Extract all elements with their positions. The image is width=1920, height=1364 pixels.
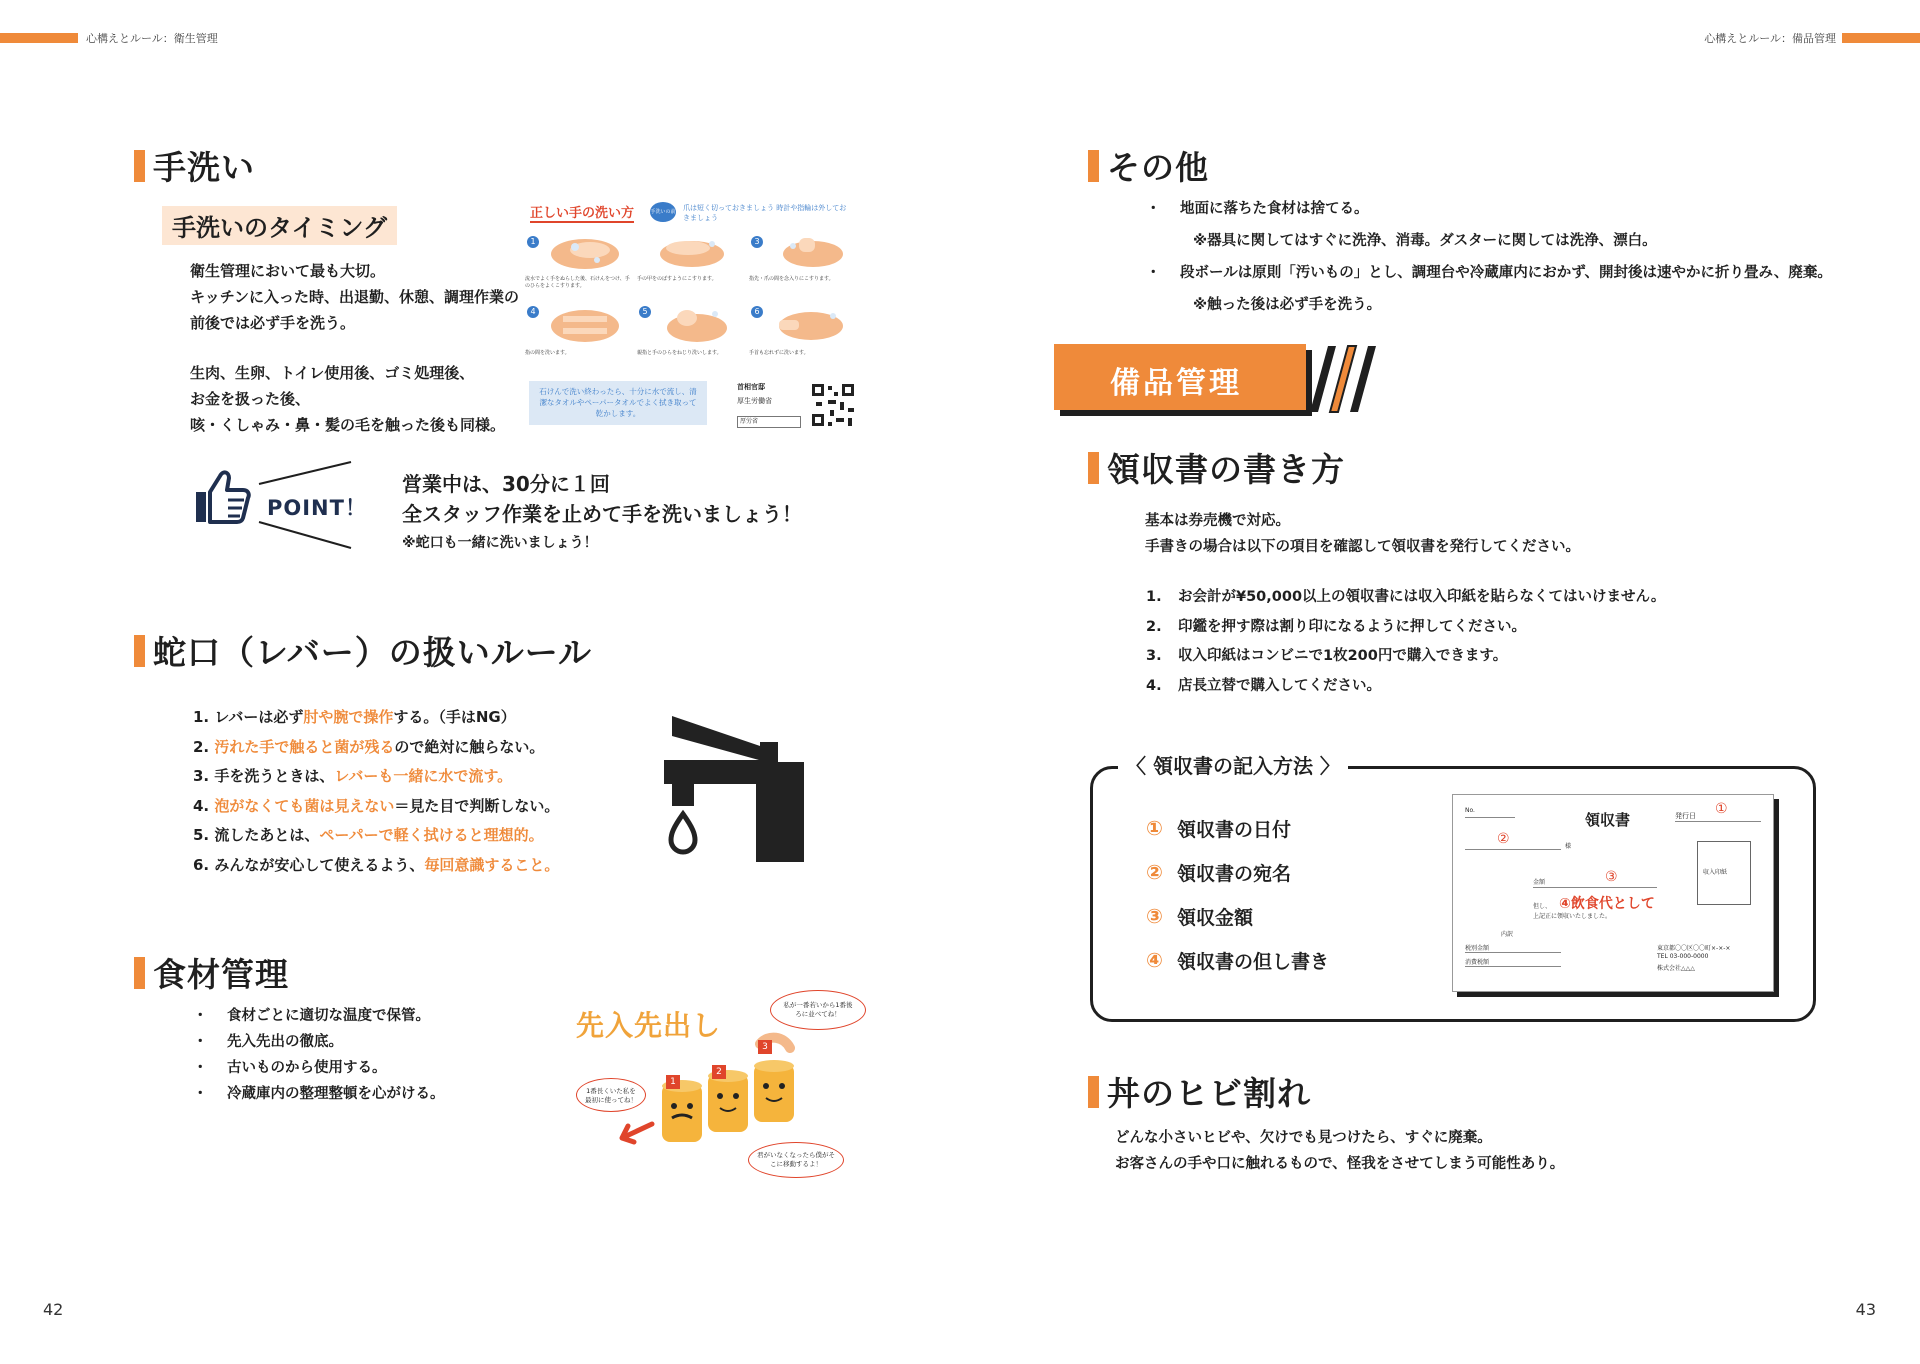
receipt-row2-label: 消費税額 [1465,959,1490,966]
point-note: ※蛇口も一緒に洗いましょう！ [402,535,598,551]
handwash-title-text: 手洗い [153,148,255,187]
item-text: 領収書の但し書き [1176,950,1329,973]
fifo-bubble-bottom: 君がいなくなったら僕がそこに移動するよ！ [748,1142,844,1178]
header-left-title: 心構えとルール：衛生管理 [86,32,218,45]
list-item [1146,583,1665,613]
hands-washing-icon [769,302,849,348]
page-number-left: 42 [43,1300,64,1319]
poster-step [749,302,859,360]
can-number-3: 3 [758,1040,772,1054]
receipt-sample [1452,794,1774,992]
item-text: 食材ごとに適切な温度で保管。 [227,1008,430,1024]
header-right-title: 心構えとルール：備品管理 [1704,32,1836,45]
header-left-bar [0,33,78,43]
step-number: 3 [751,236,763,248]
step-number: 6 [751,306,763,318]
list-item [1146,806,1329,850]
item-text: みんなが安心して使えるよう、 [214,855,425,874]
bowl-text [1115,1125,1564,1177]
poster-note: 爪は短く切っておきましょう 時計や指輪は外しておきましょう [683,204,847,222]
receipt-address: 東京都〇〇区〇〇町×-×-× [1657,945,1731,952]
receipt-sama: 様 [1565,843,1572,850]
other-title [1088,142,1209,189]
item-number: 1. [1146,589,1162,605]
circle-number: ① [1146,816,1163,840]
para-line: 咳・くしゃみ・鼻・髪の毛を触った後も同様。 [190,416,506,434]
receipt-no: No. [1465,807,1475,814]
handwash-para2 [190,360,505,438]
thumbs-up-icon [190,466,252,528]
step-caption: 手の甲をのばすようにこすります。 [637,276,717,282]
list-item [1146,260,1832,286]
item-number: 2. [1146,618,1162,635]
bowl-title-text: 丼のヒビ割れ [1107,1074,1311,1113]
item-highlight: 毎回意識すること。 [424,855,560,874]
list-item [193,1029,445,1055]
receipt-purpose: ④飲食代として [1559,896,1655,912]
receipt-card-title [1118,750,1348,779]
item-text: 収入印紙はコンビニで1枚200円で購入できます。 [1178,648,1508,664]
item-text: お会計が¥50,000以上の領収書には収入印紙を貼らなくてはいけません。 [1178,589,1666,605]
title-marker [134,957,145,989]
can-number-2: 2 [712,1065,726,1079]
receipt-company: 株式会社△△△ [1657,965,1695,972]
item-highlight: レバーも一緒に水で流す。 [334,767,513,785]
title-marker [134,150,145,182]
item-text: 領収書の宛名 [1176,862,1291,885]
handwash-para1 [190,258,519,336]
list-item [193,1081,445,1107]
list-item [193,703,653,733]
list-item [193,792,653,822]
receipt-card-list [1146,806,1329,982]
food-title-text: 食材管理 [153,955,289,994]
title-marker [1088,1076,1099,1108]
poster-logo-kantei: 首相官邸 [737,383,765,391]
item-text: 冷蔵庫内の整理整頓を心がける。 [227,1086,445,1102]
bullet: ・ [1146,201,1161,217]
other-list [1146,196,1832,318]
list-item [1146,196,1832,222]
bullet: ・ [193,1008,208,1024]
equipment-banner [1054,344,1306,410]
circle-number: ④ [1146,948,1163,972]
poster-step [637,302,747,360]
receipt-row-line [1465,952,1561,953]
bracket-right: 〉 [1312,754,1340,778]
poster-step [525,302,635,360]
bowl-line: どんな小さいヒビや、欠けでも見つけたら、すぐに廃棄。 [1115,1130,1492,1146]
item-text: ので絶対に触らない。 [394,737,545,756]
item-number: 4. [1146,677,1162,694]
poster-step [637,232,747,290]
list-item [1146,850,1329,894]
item-number: 2. [193,737,210,756]
fifo-bubble-left: 1番長くいた私を最初に使ってね！ [576,1078,646,1112]
receipt-row-line [1465,966,1561,967]
list-item [1146,672,1665,702]
item-note: ※触った後は必ず手を洗う。 [1193,297,1382,313]
receipt-tadashi: 但し、 [1533,903,1552,910]
para-line: 生肉、生卵、トイレ使用後、ゴミ処理後、 [190,364,475,382]
poster-logo-mhlw: 厚生労働省 [737,397,772,405]
item-number: 4. [193,796,210,815]
bowl-line: お客さんの手や口に触れるもので、怪我をさせてしまう可能性あり。 [1115,1156,1565,1172]
hands-washing-icon [545,302,625,348]
list-item [193,851,653,881]
item-text: ＝見た目で判断しない。 [394,796,560,815]
poster-footer: 石けんで洗い終わったら、十分に水で流し、清潔なタオルやペーパータオルでよく拭き取って乾かします。 [529,381,707,425]
intro-line: 基本は券売機で対応。 [1145,513,1290,529]
list-item-note [1146,292,1832,318]
item-highlight: 泡がなくても菌は見えない [214,796,395,815]
poster-search-box: 厚労省 [737,416,801,428]
item-text: 先入先出の徹底。 [227,1034,343,1050]
item-note: ※器具に関してはすぐに洗浄、消毒。ダスターに関しては洗浄、漂白。 [1193,233,1657,249]
food-list [193,1003,445,1107]
can-number-1: 1 [666,1075,680,1089]
handwash-title [134,142,255,189]
bracket-left: 〈 [1126,754,1153,778]
receipt-title-text: 領収書の書き方 [1107,450,1345,489]
list-item [1146,938,1329,982]
fifo-bubble-top: 私が一番若いから1番後ろに並べてね！ [770,990,866,1030]
para-line: 前後では必ず手を洗う。 [190,314,356,332]
item-text: 地面に落ちた食材は捨てる。 [1180,201,1369,217]
item-text: 店長立替で購入してください。 [1178,677,1381,694]
poster-step [525,232,635,290]
receipt-marker-2: ② [1497,831,1510,847]
hands-washing-icon [545,232,625,274]
item-text: 段ボールは原則「汚いもの」とし、調理台や冷蔵庫内におかず、開封後は速やかに折り畳み、廃棄。 [1180,265,1832,281]
item-text: 領収金額 [1176,906,1253,929]
banner-slash-decoration [1300,344,1376,414]
receipt-title [1088,444,1345,491]
list-item [193,762,653,792]
step-caption: 親指と手のひらをねじり洗いします。 [637,350,722,356]
faucet-title-text: 蛇口（レバー）の扱いルール [153,633,593,672]
step-caption: 指先・爪の間を念入りにこすります。 [749,276,834,282]
item-highlight: ペーパーで軽く拭けると理想的。 [319,826,544,844]
receipt-date-line [1675,821,1761,822]
item-text: レバーは必ず [214,708,304,726]
receipt-breakdown-label: 内訳 [1501,931,1514,938]
step-caption: 指の間を洗います。 [525,350,570,356]
title-marker [1088,452,1099,484]
receipt-marker-3: ③ [1605,869,1618,885]
step-number: 5 [639,306,651,318]
item-number: 6. [193,855,210,874]
handwash-poster [525,198,860,433]
hands-washing-icon [652,232,732,274]
handwash-subtitle [162,206,397,245]
step-number: 1 [527,236,539,248]
receipt-kingaku-label: 金額 [1533,879,1546,886]
fifo-title: 先入先出し [576,1009,722,1042]
list-item [1146,642,1665,672]
list-item [193,1055,445,1081]
bullet: ・ [193,1060,208,1076]
hands-washing-icon [657,302,737,348]
faucet-icon [658,712,814,864]
item-text: 手を洗うときは、 [214,767,335,785]
receipt-tel: TEL 03-000-0000 [1657,953,1709,960]
receipt-no-line [1465,817,1515,818]
bullet: ・ [1146,265,1161,281]
step-caption: 流水でよく手をぬらした後、石けんをつけ、手のひらをよくこすります。 [525,276,630,289]
step-number: 4 [527,306,539,318]
para-line: キッチンに入った時、出退勤、休憩、調理作業の [190,288,519,306]
item-number: 3. [193,767,210,785]
handwash-subtitle-text: 手洗いのタイミング [172,214,388,242]
card-title-text: 領収書の記入方法 [1152,754,1313,778]
receipt-issue-label: 発行日 [1675,812,1696,820]
item-text: 流したあとは、 [214,826,320,844]
point-main-line2: 全スタッフ作業を止めて手を洗いましょう！ [402,502,802,526]
para-line: お金を扱った後、 [190,390,311,408]
step-caption: 手首も忘れずに洗います。 [749,350,809,356]
item-text: する。（手はNG） [393,708,516,726]
equipment-banner-text: 備品管理 [1110,366,1242,401]
title-marker [1088,150,1099,182]
circle-number: ③ [1146,904,1163,928]
receipt-row1-label: 税別金額 [1465,945,1490,952]
point-main-line1: 営業中は、30分に１回 [402,472,610,496]
item-highlight: 汚れた手で触ると菌が残る [214,737,395,756]
bullet: ・ [193,1086,208,1102]
poster-step [749,232,859,290]
receipt-received: 上記正に領収いたしました。 [1533,913,1612,920]
bowl-title [1088,1068,1311,1115]
list-item [1146,613,1665,643]
list-item [193,733,653,763]
title-marker [134,635,145,667]
point-label: POINT！ [267,496,367,520]
receipt-addressee-line [1465,849,1561,850]
revenue-stamp-label: 収入印紙 [1703,869,1728,876]
circle-number: ② [1146,860,1163,884]
item-text: 領収書の日付 [1176,818,1291,841]
receipt-intro [1145,508,1580,560]
receipt-kingaku-line [1533,887,1657,888]
item-number: 1. [193,708,210,726]
para-line: 衛生管理において最も大切。 [190,262,386,280]
receipt-heading: 領収書 [1585,811,1631,829]
bullet: ・ [193,1034,208,1050]
item-text: 印鑑を押す際は割り印になるように押してください。 [1178,618,1526,635]
list-item-note [1146,228,1832,254]
item-number: 5. [193,826,210,844]
intro-line: 手書きの場合は以下の項目を確認して領収書を発行してください。 [1145,539,1580,555]
faucet-title [134,627,592,674]
list-item [193,821,653,851]
faucet-rule-list [193,703,653,880]
item-text: 古いものから使用する。 [227,1060,387,1076]
other-title-text: その他 [1107,148,1209,187]
qr-code-icon [810,382,856,428]
item-number: 3. [1146,648,1162,664]
list-item [193,1003,445,1029]
food-title [134,949,289,996]
page-number-right: 43 [1855,1300,1876,1319]
list-item [1146,894,1329,938]
header-right-bar [1842,33,1920,43]
item-highlight: 肘や腕で操作 [303,708,394,726]
receipt-rules [1146,583,1665,701]
hands-washing-icon [769,232,849,274]
poster-badge: 手洗いの前に [650,202,676,222]
poster-title: 正しい手の洗い方 [530,202,634,223]
receipt-marker-1: ① [1715,801,1728,817]
